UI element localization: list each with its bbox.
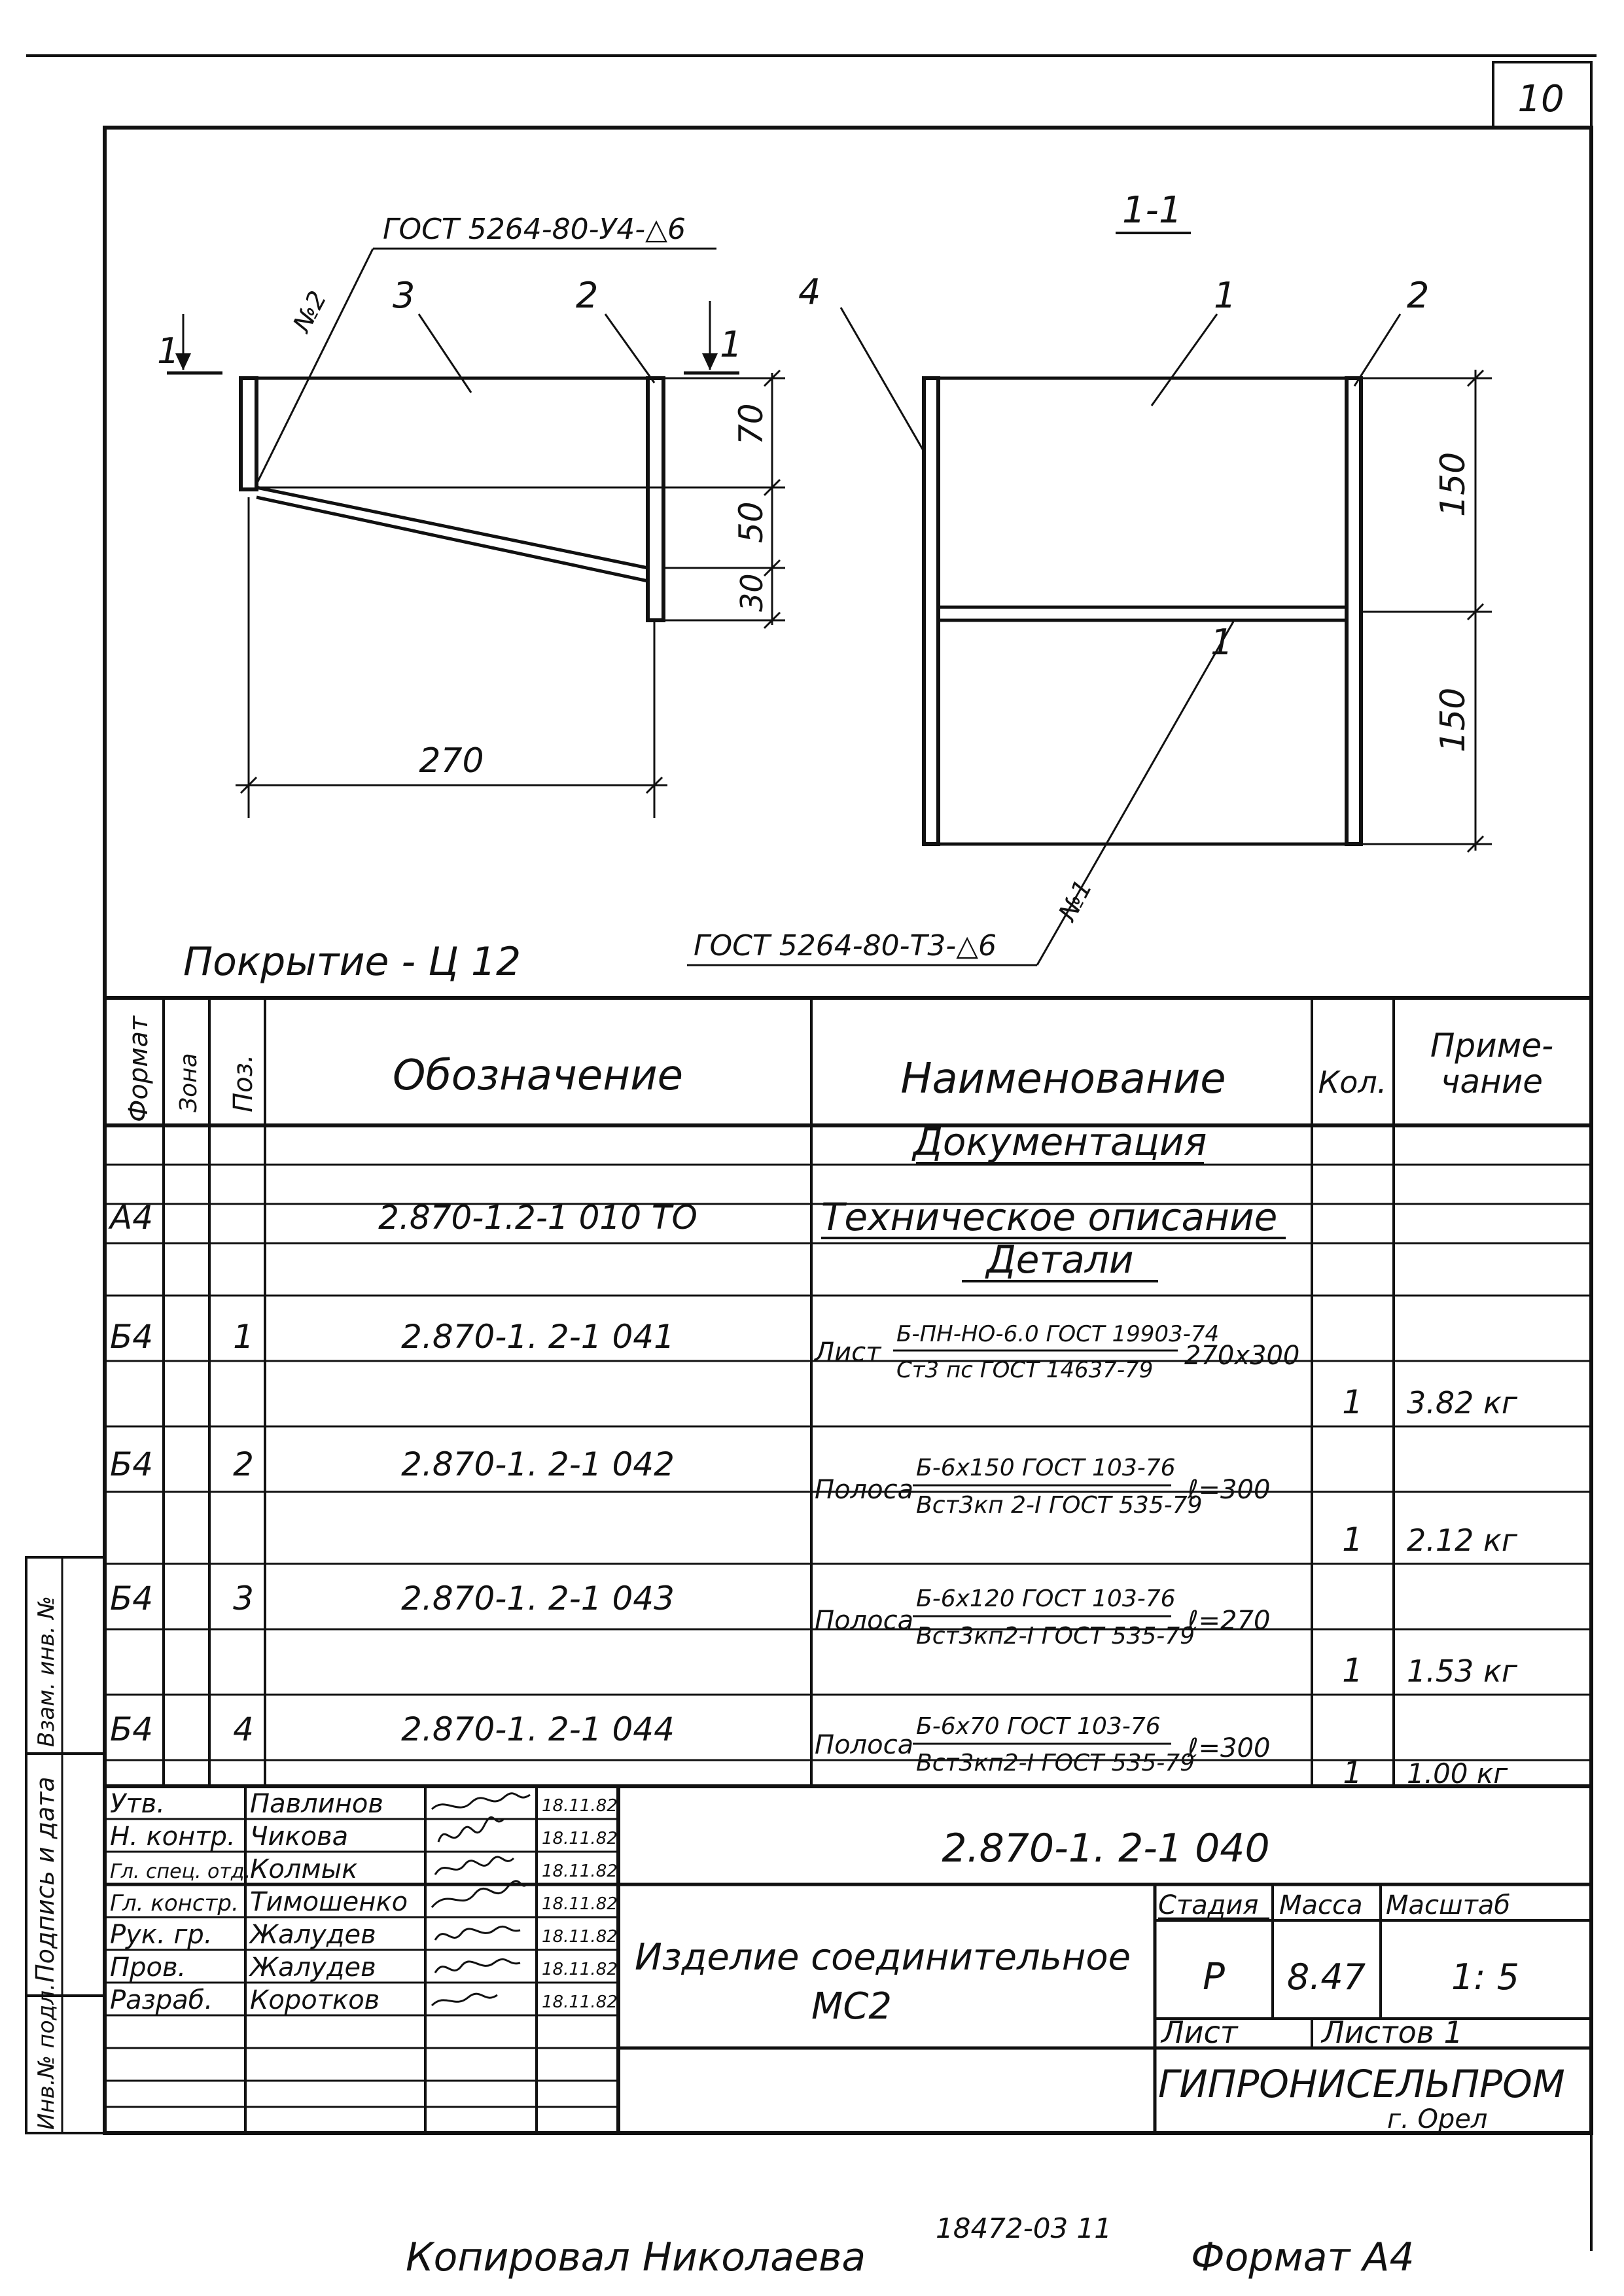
weld-top-label: ГОСТ 5264-80-У4-△6 — [383, 213, 686, 246]
side-stamp — [26, 1557, 105, 2133]
product-name: Изделие соединительное — [635, 1936, 1131, 1979]
sheets-label: Листов 1 — [1322, 2015, 1463, 2050]
product-code: МС2 — [811, 1985, 892, 2028]
header-note-line2: чание — [1440, 1063, 1544, 1101]
callout-3: 3 — [393, 275, 415, 316]
row-name-suffix: ℓ=300 — [1188, 1733, 1271, 1763]
doc-code: 2.870-1. 2-1 040 — [942, 1826, 1270, 1871]
sig-name: Коротков — [250, 1985, 380, 2015]
plate-3-section — [938, 607, 1347, 620]
signature-scribble — [438, 1817, 504, 1842]
plate-3-left-edge — [241, 378, 256, 489]
row-format: Б4 — [110, 1445, 154, 1483]
coating-note: Покрытие - Ц 12 — [183, 939, 521, 985]
signature-scribble — [435, 1926, 520, 1940]
leader-3 — [419, 314, 471, 393]
mass-label: Масса — [1279, 1890, 1363, 1920]
sig-role: Н. контр. — [110, 1822, 236, 1852]
row-designation: 2.870-1. 2-1 041 — [401, 1318, 675, 1356]
row-pos: 4 — [233, 1710, 254, 1748]
sign-date-label: Подпись и дата — [31, 1776, 60, 1983]
header-zone: Зона — [175, 1053, 202, 1112]
title-block — [105, 1786, 1591, 2134]
row-note: 3.82 кг — [1407, 1385, 1517, 1421]
row-format: Б4 — [110, 1710, 154, 1748]
sig-name: Жалудев — [250, 1952, 376, 1983]
section-view — [687, 189, 1492, 965]
dim-150-bottom: 150 — [1434, 687, 1473, 752]
sheet-number: 10 — [1517, 78, 1564, 120]
row-name-prefix: Полоса — [815, 1730, 914, 1760]
dim-70: 70 — [732, 403, 770, 445]
signature-scribble — [435, 1959, 520, 1973]
header-note-line1: Приме- — [1430, 1027, 1554, 1065]
cut-arrow-right-head — [702, 353, 718, 370]
row-name-prefix: Полоса — [815, 1606, 914, 1636]
callout-1-center: 1 — [1210, 622, 1233, 663]
row-name-bottom: Ст3 пс ГОСТ 14637-79 — [896, 1357, 1154, 1383]
sig-date: 18.11.82 — [542, 1894, 618, 1914]
sig-name: Павлинов — [250, 1789, 383, 1819]
row-designation: 2.870-1. 2-1 042 — [401, 1445, 675, 1483]
inv-podl-label: Инв.№ подл. — [33, 1983, 60, 2130]
dim-270: 270 — [419, 741, 484, 781]
row-name-suffix: ℓ=270 — [1188, 1606, 1271, 1636]
header-qty: Кол. — [1318, 1065, 1387, 1100]
header-format: Формат — [124, 1016, 154, 1122]
sig-date: 18.11.82 — [542, 1796, 618, 1816]
sheet-label: Лист — [1161, 2015, 1238, 2050]
weld-leader-top — [256, 249, 373, 484]
org-name: ГИПРОНИСЕЛЬПРОМ — [1158, 2062, 1565, 2106]
sig-date: 18.11.82 — [542, 1927, 618, 1947]
row-format: Б4 — [110, 1580, 154, 1617]
weld-bottom-number: №1 — [1053, 875, 1098, 926]
scale-value: 1: 5 — [1451, 1956, 1520, 1998]
plate-2 — [1347, 378, 1361, 844]
signature-scribble — [432, 1793, 530, 1809]
sig-date: 18.11.82 — [542, 1862, 618, 1881]
row-name-prefix: Лист — [815, 1337, 881, 1368]
sig-date: 18.11.82 — [542, 1960, 618, 1979]
stage-label: Стадия — [1158, 1890, 1259, 1920]
plate-4 — [924, 378, 938, 844]
sig-name: Жалудев — [250, 1920, 376, 1950]
row-qty: 1 — [1343, 1755, 1362, 1790]
cut-mark-right: 1 — [720, 324, 743, 365]
dim-150-top: 150 — [1434, 451, 1473, 517]
row-name-suffix: 270х300 — [1184, 1341, 1300, 1371]
org-city: г. Орел — [1387, 2104, 1488, 2134]
row-name-top: Б-6х120 ГОСТ 103-76 — [916, 1585, 1176, 1612]
row-name-bottom: Вст3кп2-I ГОСТ 535-79 — [916, 1623, 1195, 1650]
row-name-top: Б-6х70 ГОСТ 103-76 — [916, 1713, 1161, 1740]
cut-mark-left: 1 — [157, 330, 180, 372]
sig-role: Гл. констр. — [110, 1890, 239, 1916]
row-designation: 2.870-1.2-1 010 ТО — [378, 1199, 697, 1237]
callout-2: 2 — [576, 275, 599, 316]
sig-role: Рук. гр. — [110, 1920, 213, 1950]
stage-value: Р — [1203, 1956, 1225, 1998]
row-name-bottom: Вст3кп 2-I ГОСТ 535-79 — [916, 1492, 1203, 1519]
header-name: Наименование — [900, 1055, 1226, 1103]
row-qty: 1 — [1342, 1521, 1363, 1559]
sig-role: Пров. — [110, 1952, 186, 1983]
row-name-top: Б-ПН-НО-6.0 ГОСТ 19903-74 — [896, 1321, 1220, 1347]
leader-1 — [1152, 314, 1217, 406]
row-note: 1.00 кг — [1407, 1757, 1508, 1790]
row-qty: 1 — [1342, 1651, 1363, 1689]
copied-by: Копировал Николаева — [406, 2234, 866, 2280]
row-pos: 3 — [233, 1580, 254, 1617]
section-parts: Детали — [986, 1237, 1134, 1282]
archive-number: 18472-03 11 — [936, 2212, 1112, 2244]
row-note: 1.53 кг — [1407, 1653, 1517, 1689]
sig-role: Разраб. — [110, 1985, 213, 2015]
section-label: 1-1 — [1122, 189, 1182, 232]
leader-2-right — [1354, 314, 1400, 386]
row-name-bottom: Вст3кп2-I ГОСТ 535-79 — [916, 1750, 1195, 1776]
row-pos: 1 — [233, 1318, 254, 1356]
sig-date: 18.11.82 — [542, 1992, 618, 2012]
row-name: Техническое описание — [821, 1195, 1278, 1239]
header-pos: Поз. — [228, 1054, 258, 1112]
callout-4: 4 — [798, 272, 821, 313]
row-name-suffix: ℓ=300 — [1188, 1475, 1271, 1505]
mass-value: 8.47 — [1286, 1956, 1366, 1998]
row-format: А4 — [110, 1199, 154, 1237]
format-label: Формат А4 — [1191, 2234, 1415, 2280]
section-documentation: Документация — [913, 1120, 1207, 1164]
leader-2 — [605, 314, 654, 383]
row-qty: 1 — [1342, 1383, 1363, 1421]
slanted-plate-bottom — [256, 497, 648, 581]
sig-name: Чикова — [250, 1822, 349, 1852]
signature-scribble — [435, 1857, 514, 1875]
callout-2-right: 2 — [1407, 275, 1430, 316]
dim-30: 30 — [734, 573, 769, 612]
slanted-plate-top — [256, 487, 648, 568]
sig-role: Гл. спец. отд. — [110, 1860, 251, 1883]
sig-role: Утв. — [110, 1789, 165, 1819]
row-designation: 2.870-1. 2-1 044 — [401, 1710, 675, 1748]
row-name-prefix: Полоса — [815, 1475, 914, 1505]
dim-50: 50 — [732, 501, 770, 543]
plate-2-vertical — [648, 378, 663, 620]
left-view — [157, 213, 785, 818]
row-designation: 2.870-1. 2-1 043 — [401, 1580, 675, 1617]
vzam-inv-label: Взам. инв. № — [33, 1596, 60, 1747]
sig-name: Тимошенко — [250, 1887, 408, 1917]
row-name-top: Б-6х150 ГОСТ 103-76 — [916, 1455, 1176, 1481]
scale-label: Масштаб — [1386, 1890, 1511, 1920]
sig-name: Колмык — [250, 1854, 358, 1884]
leader-4 — [841, 308, 924, 451]
spec-table — [105, 998, 1591, 1790]
row-pos: 2 — [233, 1445, 254, 1483]
callout-1: 1 — [1214, 275, 1237, 316]
row-note: 2.12 кг — [1407, 1523, 1517, 1558]
signature-scribble — [432, 1994, 497, 2005]
header-designation: Обозначение — [392, 1051, 684, 1100]
weld-bottom-label: ГОСТ 5264-80-Т3-△6 — [694, 929, 997, 963]
sig-date: 18.11.82 — [542, 1829, 618, 1848]
row-format: Б4 — [110, 1318, 154, 1356]
weld-top-number: №2 — [287, 286, 332, 337]
